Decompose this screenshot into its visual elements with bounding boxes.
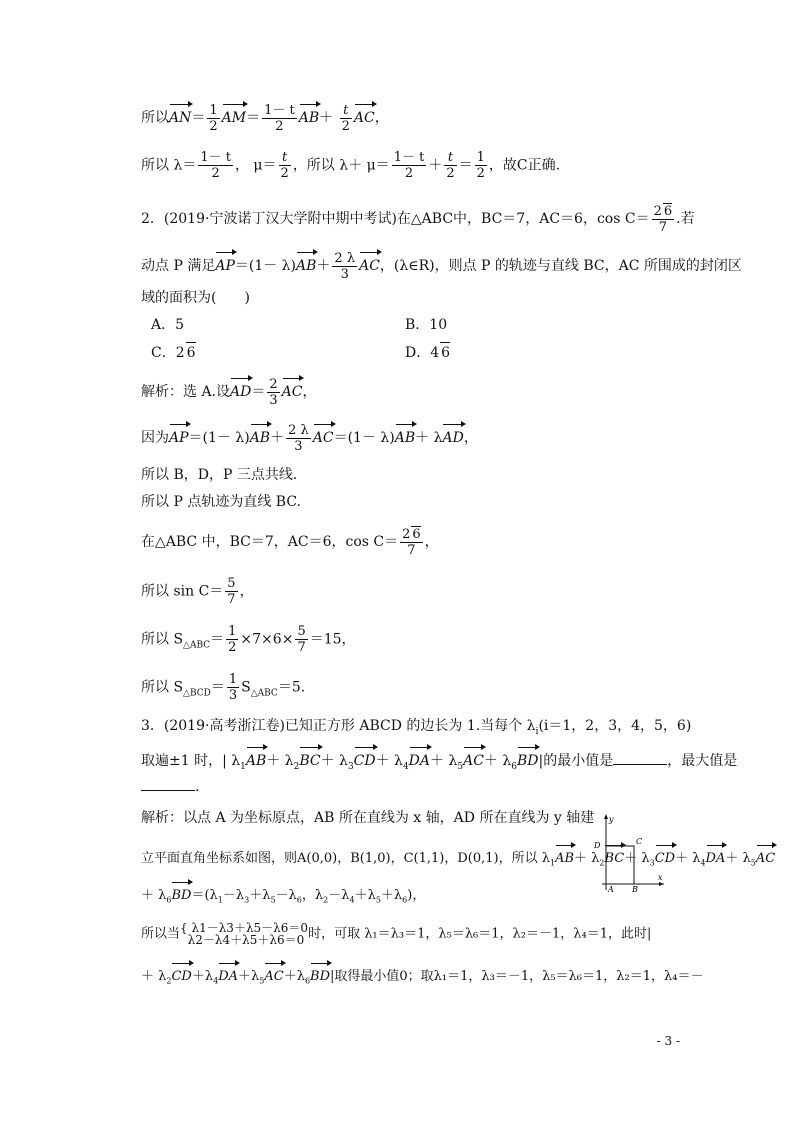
label-x: x (658, 873, 663, 882)
text-span: 时，可取 λ₁＝λ₃＝1，λ₅＝λ₆＝1，λ₂＝－1，λ₄＝1，此时| (308, 926, 652, 942)
square-ABCD (606, 846, 634, 884)
text-line (141, 808, 594, 828)
text-span: 解析：以点 A 为坐标原点，AB 所在直线为 x 轴，AD 所在直线为 y 轴建 (141, 810, 595, 826)
text-line: 所以 λ＝ $\frac{1- t}{2}$ ， μ＝ $\frac{t}{2}$ ，所以 λ＋ μ＝ $\frac{1- t}{2}$ ＋ $\frac{t}{2}$ ＝ $\frac{1}{2}$ ，故C正确. (141, 150, 561, 181)
vector-AC: AC (354, 102, 375, 128)
label-y: y (609, 815, 614, 824)
text-span: 3．(2019·高考浙江卷)已知正方形 ABCD 的边长为 1.当每个 λ (141, 718, 536, 734)
page-number: - 3 - (656, 1034, 680, 1048)
fraction: $\frac{5}{7}$ (227, 576, 236, 607)
fraction: $\frac{2 \lambda}{3}$ (334, 250, 356, 282)
text-line: 动点 P 满足AP＝(1－ λ)AB＋ $\frac{2 \lambda}{3}$ AC，(λ∈R)，则点 P 的轨迹与直线 BC，AC 所围成的封闭区 (141, 250, 742, 282)
text-span: 所以 (141, 110, 169, 126)
x-axis-arrow (659, 882, 664, 886)
option-d: D．4 6 (405, 342, 450, 363)
text-span: 立平面直角坐标系如图，则A(0,0)，B(1,0)，C(1,1)，D(0,1)，所以 (141, 851, 538, 866)
fraction: $\frac{1}{2}$ (476, 150, 485, 181)
text-span: 域的面积为( ) (141, 290, 250, 306)
text-line: 所以 sin C＝ $\frac{5}{7}$ ， (141, 576, 254, 607)
answer-blank-min (613, 764, 667, 765)
question-3-intro: 3．(2019·高考浙江卷)已知正方形 ABCD 的边长为 1.当每个 $\lambda_i(i=1$，2，3，4，5，6) (141, 718, 692, 737)
vector-AM: AM (222, 102, 246, 128)
y-axis-arrow (604, 814, 608, 819)
option-a (151, 315, 184, 335)
text-span: B．10 (405, 317, 448, 333)
text-span: 所以 B，D，P 三点共线. (141, 467, 298, 483)
question-2-intro (141, 203, 695, 235)
answer-blank-max (141, 790, 195, 791)
vector-AC: AC (313, 422, 334, 448)
text-span: 所以 S (141, 679, 184, 696)
label-D: D (594, 841, 601, 850)
fraction: $\frac{1- t}{2}$ (264, 102, 295, 134)
fraction: $\frac{1}{2}$ (228, 624, 237, 655)
text-span: 因为 (141, 430, 169, 446)
vector-AB: AB (250, 422, 270, 448)
text-span: ＋ λ (141, 969, 167, 984)
option-c: C．2 6 (151, 342, 196, 363)
fraction: $\frac{2 \lambda}{3}$ (288, 422, 309, 454)
vector-AC: AC (359, 250, 380, 276)
label-A: A (608, 885, 614, 894)
text-line (141, 288, 250, 308)
text-span: .若 (676, 211, 695, 227)
text-line: 所以 $S_{\triangle BCD}=$ $\frac{1}{3}$ $S_{\triangle ABC}=5$. (141, 672, 306, 703)
fraction: $\frac{2}{3}$ (269, 376, 278, 408)
option-b (405, 315, 447, 335)
text-line: 所以 $S_{\triangle ABC}=$ $\frac{1}{2}$ ×7×6× $\frac{5}{7}$ ＝15， (141, 624, 356, 655)
text-span: C．2 (151, 345, 185, 361)
vector-AP: AP (169, 422, 189, 448)
text-span: 取遍±1 时，| (141, 753, 227, 769)
text-line: 所以AN＝ $\frac{1}{2}$ AM＝ $\frac{1- t}{2}$ AB＋ $\frac{t}{2}$ AC， (141, 102, 389, 134)
coordinate-figure (588, 812, 666, 894)
text-span: A．5 (151, 317, 185, 333)
vector-AD: AD (442, 422, 463, 448)
text-line: 在△ABC 中，BC＝7，AC＝6，cos C＝ $\frac{2 6}{7}$ ， (141, 527, 439, 558)
vector-AC: AC (282, 376, 303, 402)
vector-AB: AB (296, 250, 316, 276)
fraction: $\frac{t}{2}$ (446, 150, 455, 181)
text-line: 立平面直角坐标系如图，则A(0,0)，B(1,0)，C(1,1)，D(0,1)，所以 $\lambda_1AB+ \lambda_2BC+ \lambda_3CD+ \lambda_4DA+ \lambda_5AC$ (141, 843, 775, 874)
fraction: $\frac{2 6}{7}$ (653, 204, 673, 235)
text-span: 解析：选 A.设 (141, 384, 231, 400)
text-span: (i＝1，2，3，4，5，6) (538, 718, 692, 734)
text-span: 2．(2019·宁波诺丁汉大学附中期中考试)在△ABC中，BC＝7，AC＝6，cos C＝ (141, 211, 650, 227)
label-B: B (632, 885, 638, 894)
text-span: ＋ λ (141, 888, 167, 903)
text-span: 所以当 (141, 926, 181, 942)
text-line: 因为AP＝(1－ λ)AB＋ $\frac{2 \lambda}{3}$ AC＝(1－ λ)AB＋ λAD， (141, 422, 478, 454)
fraction: $\frac{t}{2}$ (341, 102, 350, 134)
text-span: (λ∈R)，则点 P 的轨迹与直线 BC，AC 所围成的封闭区 (393, 258, 742, 274)
text-span: ，故C正确. (488, 157, 561, 174)
fraction: $\frac{1}{3}$ (228, 672, 238, 703)
text-span: ，所以 (292, 157, 335, 174)
text-span: 在△ABC 中，BC＝7，AC＝6，cos C＝ (141, 534, 399, 550)
text-line: ＋ $\lambda_6BD=(\lambda_1-\lambda_3+\lambda_5-\lambda_6$，$\lambda_2-\lambda_4+\lambda_5+\lambda_6$)， (141, 880, 425, 911)
text-line: 取遍±1 时，| $\lambda_1AB+ \lambda_2BC+ \lambda_3CD+ \lambda_4DA+ \lambda_5AC+ \lambda_6BD|$的最小值是 ，最大值是 (141, 745, 737, 777)
text-line (141, 492, 301, 512)
vector-AD: AD (230, 376, 251, 402)
text-line (141, 465, 297, 485)
text-span: D．4 (405, 345, 440, 361)
text-span: 所以 S (141, 631, 184, 648)
vector-AB: AB (395, 422, 415, 448)
fraction: $\frac{1}{2}$ (209, 102, 218, 134)
text-span: |的最小值是 (538, 753, 614, 769)
fraction: $\frac{1- t}{2}$ (393, 150, 425, 181)
text-span: 所以 sin C＝ (141, 583, 224, 600)
equation-system: { λ1－λ3＋λ5－λ6＝0 λ2－λ4＋λ5＋λ6＝0 (180, 921, 309, 947)
text-span: |取得最小值0；取λ₁＝1，λ₃＝－1，λ₅＝λ₆＝1，λ₂＝1，λ₄＝－ (330, 969, 704, 984)
text-span: . (195, 779, 200, 795)
text-line: ＋ $\lambda_2CD+\lambda_4DA+\lambda_5AC+\lambda_6BD|$取得最小值0；取λ₁＝1，λ₃＝－1，λ₅＝λ₆＝1，λ₂＝1，λ₄＝－ (141, 961, 703, 992)
text-span: 动点 P 满足 (141, 258, 216, 274)
text-span: 所以 P 点轨迹为直线 BC. (141, 494, 301, 510)
vector-AB: AB (299, 102, 319, 128)
fraction: $\frac{1- t}{2}$ (200, 150, 231, 181)
fraction: $\frac{2 6}{7}$ (402, 527, 421, 558)
vector-AP: AP (215, 250, 235, 276)
text-line: 解析：选 A.设AD＝ $\frac{2}{3}$ AC， (141, 376, 317, 408)
fraction: $\frac{5}{7}$ (297, 624, 306, 655)
label-C: C (636, 837, 643, 846)
vector-AN: AN (169, 102, 191, 128)
text-line (141, 922, 651, 946)
text-span: ，最大值是 (667, 753, 738, 769)
text-line (141, 777, 199, 797)
fraction: $\frac{t}{2}$ (280, 150, 289, 181)
text-span: 所以 (141, 157, 169, 174)
